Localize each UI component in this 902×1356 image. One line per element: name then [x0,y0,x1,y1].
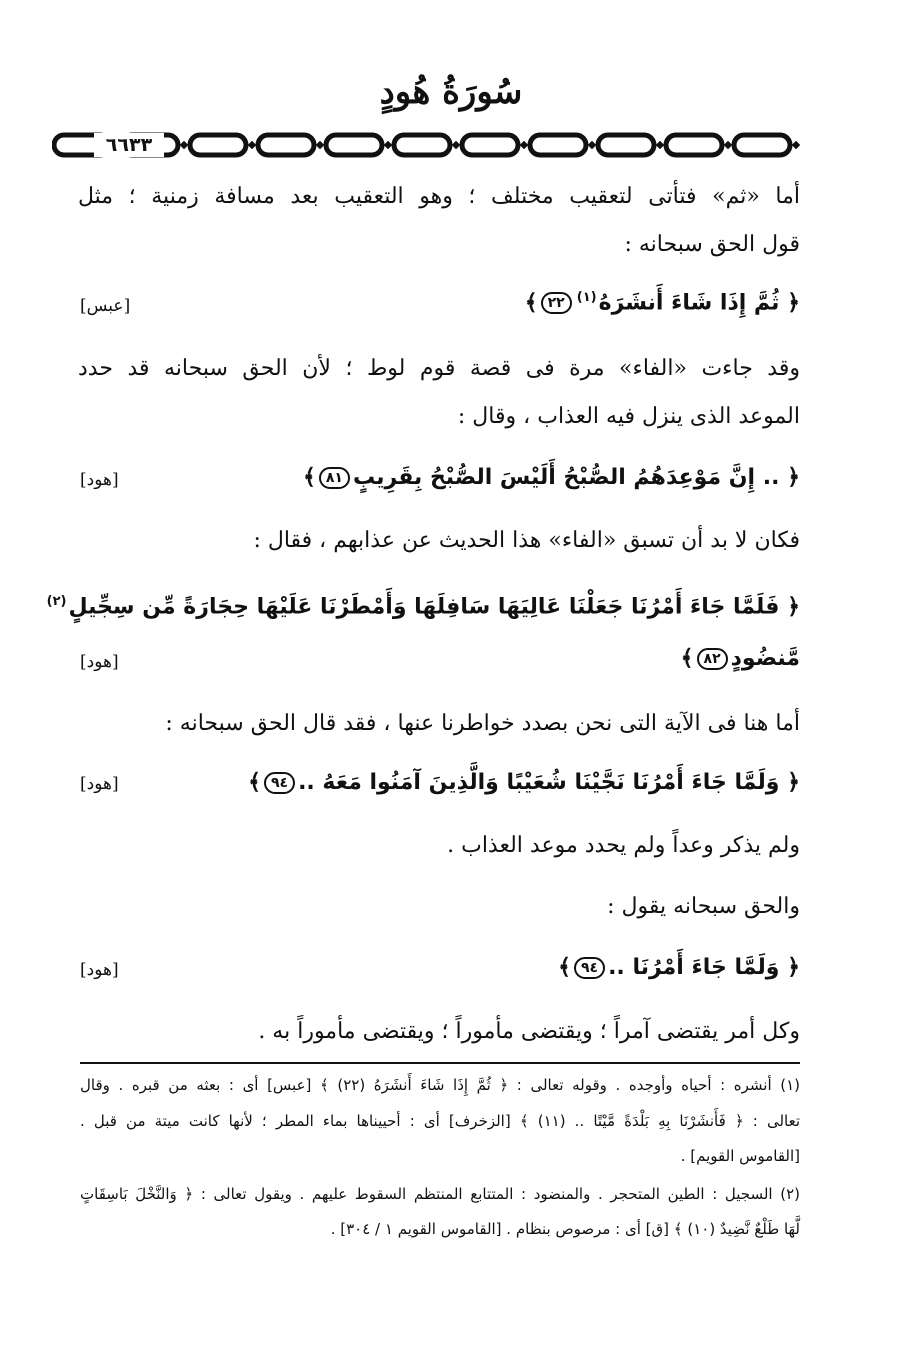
decorative-chain-border [52,128,812,162]
footnote-line: لَّهَا طَلْعٌ نَّضِيدٌ (١٠) ﴾ [ق] أى : مرصوص بنظام . [القاموس القويم ١ / ٣٠٤] . [330,1220,800,1238]
verse-reference: [هود] [80,960,119,980]
chain-diamond [588,141,596,149]
chain-link [462,135,518,155]
footnote-line: (١) أنشره : أحياه وأوجده . وقوله تعالى : ﴿ ثُمَّ إِذَا شَاءَ أَنشَرَهُ (٢٢) ﴾ [عبس] أى : بعثه من قبره . وقال [80,1076,800,1094]
chain-link [394,135,450,155]
text-line: ولم يذكر وعداً ولم يحدد موعد العذاب . [447,833,800,858]
chain-link [258,135,314,155]
verse-close: ﴾ [248,770,261,795]
footnote-line: (٢) السجيل : الطين المتحجر . والمنضود : المتتابع المنتظم السقوط عليهم . ويقول تعالى : ﴿ وَالنَّخْلَ بَاسِقَاتٍ [80,1185,800,1203]
verse-text: ﴿ فَلَمَّا جَاءَ أَمْرُنَا جَعَلْنَا عَالِيَهَا سَافِلَهَا وَأَمْطَرْنَا عَلَيْهَا حِجَارَةً مِّن سِجِّيلٍ [68,594,800,620]
quran-verse [46,594,800,620]
chain-link [598,135,654,155]
chain-diamond [792,141,800,149]
verse-number: ٨٢ [697,648,728,670]
verse-text: ﴿ وَلَمَّا جَاءَ أَمْرُنَا نَجَّيْنَا شُعَيْبًا وَالَّذِينَ آمَنُوا مَعَهُ .. [298,770,800,795]
chain-diamond [520,141,528,149]
verse-number: ٢٢ [541,292,572,314]
text-line: أما «ثم» فتأتى لتعقيب مختلف ؛ وهو التعقيب بعد مسافة زمنية ؛ مثل [78,184,800,209]
verse-reference: [عبس] [80,296,131,316]
chain-link [190,135,246,155]
chain-diamond [724,141,732,149]
verse-text: ﴿ ثُمَّ إِذَا شَاءَ أَنشَرَهُ [598,290,800,316]
chain-diamond [384,141,392,149]
chain-link [530,135,586,155]
verse-close: ﴾ [558,955,571,980]
quran-verse [248,770,800,795]
chain-link [734,135,790,155]
verse-close: ﴾ [524,290,538,316]
quran-verse [558,955,800,980]
verse-reference: [هود] [80,652,119,672]
footnote-divider [80,1062,800,1064]
verse-reference: [هود] [80,774,119,794]
text-line: أما هنا فى الآية التى نحن بصدد خواطرنا عنها ، فقد قال الحق سبحانه : [165,711,800,736]
sura-title: سُورَةُ هُودٍ [379,72,523,112]
page-number: ٦٦٣٣ [94,133,164,157]
chain-diamond [656,141,664,149]
quran-verse [525,290,800,315]
text-line: فكان لا بد أن تسبق «الفاء» هذا الحديث عن عذابهم ، فقال : [253,528,800,553]
chain-diamond [452,141,460,149]
chain-diamond [248,141,256,149]
text-line: والحق سبحانه يقول : [607,894,800,919]
footnote-marker: (١) [576,290,597,305]
text-line: قول الحق سبحانه : [624,232,800,257]
text-line: الموعد الذى ينزل فيه العذاب ، وقال : [457,404,800,429]
verse-close: ﴾ [302,465,316,490]
footnote-marker: (٢) [46,594,67,609]
verse-text: ﴿ وَلَمَّا جَاءَ أَمْرُنَا .. [608,955,800,980]
chain-diamond [180,141,188,149]
verse-number: ٩٤ [574,957,605,979]
verse-reference: [هود] [80,470,119,490]
chain-diamond [316,141,324,149]
verse-text: مَّنضُودٍ [730,646,800,671]
verse-text: ﴿ .. إِنَّ مَوْعِدَهُمُ الصُّبْحُ أَلَيْسَ الصُّبْحُ بِقَرِيبٍ [352,465,800,490]
verse-number: ٩٤ [264,772,295,794]
chain-link [666,135,722,155]
chain-link [326,135,382,155]
text-line: وقد جاءت «الفاء» مرة فى قصة قوم لوط ؛ لأن الحق سبحانه قد حدد [78,356,800,381]
verse-number: ٨١ [319,467,350,489]
text-line: وكل أمر يقتضى آمراً ؛ ويقتضى مأموراً ؛ ويقتضى مأموراً به . [258,1019,800,1044]
footnote-line: [القاموس القويم] . [680,1147,800,1165]
verse-close: ﴾ [680,646,694,671]
quran-verse [303,465,800,490]
quran-verse-continued [681,646,800,671]
footnote-line: تعالى : ﴿ فَأَنشَرْنَا بِهِ بَلْدَةً مَّيْتًا .. (١١) ﴾ [الزخرف] أى : أحييناها بماء المطر ؛ لأنها كانت ميتة من قبل . [80,1112,800,1130]
